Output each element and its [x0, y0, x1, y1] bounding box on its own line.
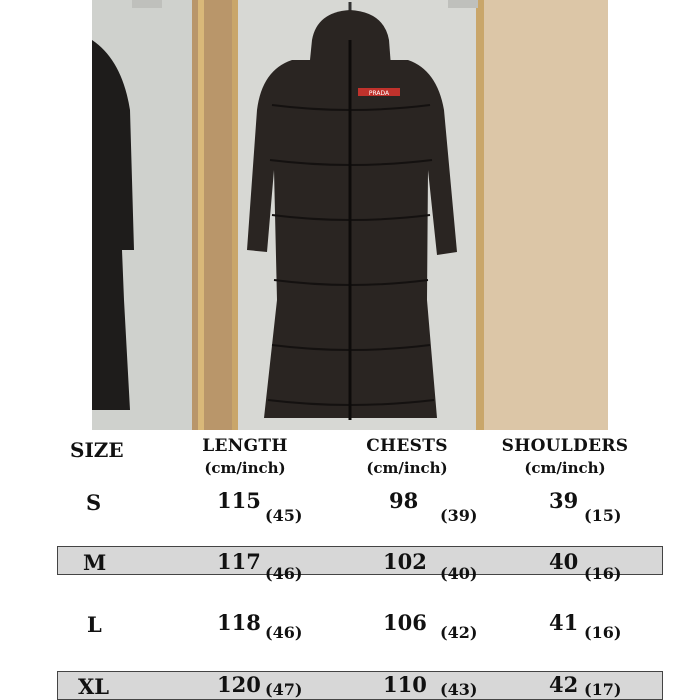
- length-cm: 115: [217, 488, 261, 513]
- coat-image: [92, 0, 608, 430]
- brand-patch: PRADA: [368, 90, 390, 97]
- size-label: XL: [78, 674, 110, 699]
- size-table: [0, 430, 700, 700]
- chest-inch: (40): [440, 564, 478, 583]
- shoulder-inch: (16): [584, 564, 622, 583]
- column-unit-length: (cm/inch): [204, 459, 286, 477]
- shoulder-cm: 39: [549, 488, 579, 513]
- length-inch: (47): [265, 680, 303, 699]
- chest-cm: 106: [383, 610, 427, 635]
- size-label: M: [83, 550, 107, 575]
- column-header-length: LENGTH: [202, 436, 288, 456]
- shoulder-inch: (15): [584, 506, 622, 525]
- shoulder-cm: 40: [549, 549, 579, 574]
- length-inch: (46): [265, 623, 303, 642]
- shoulder-inch: (17): [584, 680, 622, 699]
- size-label: S: [86, 490, 102, 515]
- length-inch: (46): [265, 564, 303, 583]
- length-cm: 120: [217, 672, 261, 697]
- length-cm: 118: [217, 610, 261, 635]
- product-photo: [92, 0, 608, 430]
- column-header-chests: CHESTS: [366, 436, 448, 456]
- column-unit-shoulders: (cm/inch): [524, 459, 606, 477]
- column-unit-chests: (cm/inch): [366, 459, 448, 477]
- chest-cm: 110: [383, 672, 427, 697]
- shoulder-cm: 42: [549, 672, 579, 697]
- size-label: L: [87, 612, 102, 637]
- chest-inch: (43): [440, 680, 478, 699]
- chest-cm: 102: [383, 549, 427, 574]
- chest-inch: (39): [440, 506, 478, 525]
- column-header-shoulders: SHOULDERS: [501, 436, 629, 456]
- length-inch: (45): [265, 506, 303, 525]
- shoulder-cm: 41: [549, 610, 579, 635]
- size-header: SIZE: [70, 438, 124, 462]
- chest-inch: (42): [440, 623, 478, 642]
- shoulder-inch: (16): [584, 623, 622, 642]
- length-cm: 117: [217, 549, 261, 574]
- chest-cm: 98: [389, 488, 419, 513]
